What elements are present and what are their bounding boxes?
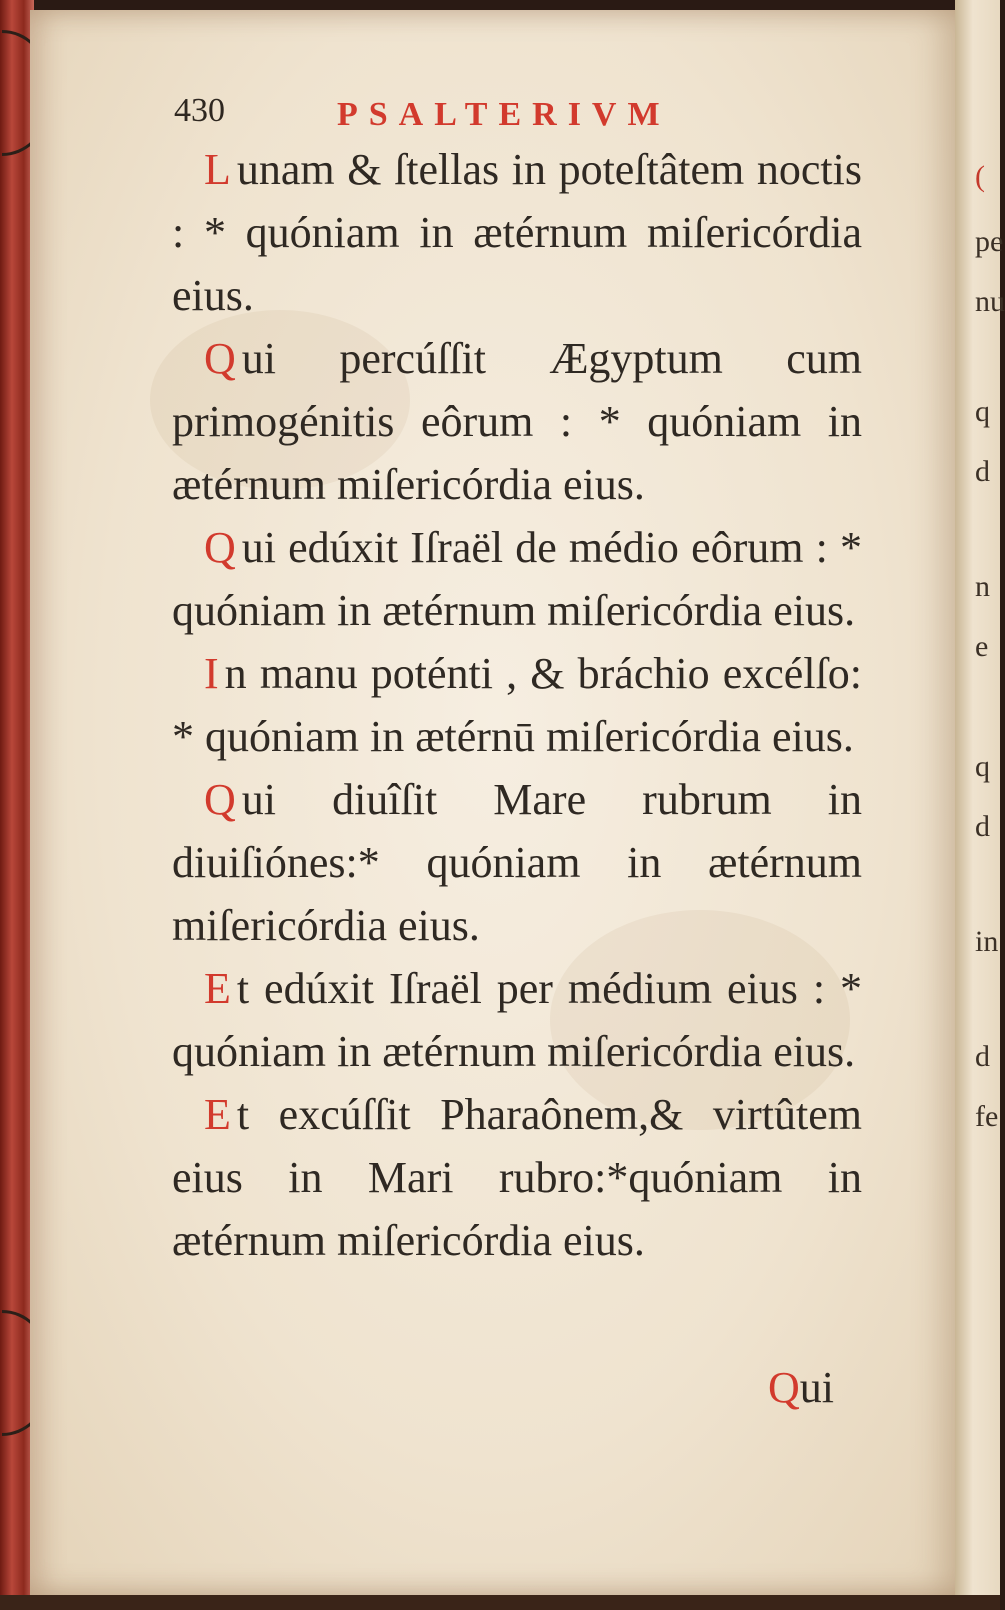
- catchword: [768, 1362, 834, 1413]
- red-initial: E: [204, 964, 231, 1013]
- red-initial: Q: [204, 523, 236, 572]
- verse: [172, 138, 862, 327]
- verse-text: ui edúxit Iſraël de médio eôrum : * quóniam in ætérnum miſericórdia eius.: [172, 523, 862, 635]
- next-page-fragment: nu: [975, 285, 1005, 318]
- red-initial: E: [204, 1090, 231, 1139]
- verse-text: t edúxit Iſraël per médium eius : * quóniam in ætérnum miſericórdia eius.: [172, 964, 862, 1076]
- next-page-edge: ( pe nu q d n e q d in d fe: [955, 0, 1000, 1610]
- next-page-fragment: in: [975, 925, 999, 958]
- red-initial: Q: [204, 334, 236, 383]
- verse: [172, 768, 862, 957]
- next-page-fragment: pe: [975, 225, 1004, 258]
- verse-text: t excúſſit Pharaônem,& virtûtem eius in Mari rubro:*quóniam in ætérnum miſericórdia eius.: [172, 1090, 862, 1265]
- verse-text: ui percúſſit Ægyptum cum primogénitis eôrum : * quóniam in ætérnum miſericórdia eius.: [172, 334, 862, 509]
- red-initial: L: [204, 145, 231, 194]
- verse-text: n manu poténti , & bráchio excélſo: * quóniam in ætérnū miſericórdia eius.: [172, 649, 862, 761]
- next-page-fragment: q: [975, 750, 990, 783]
- next-page-fragment: d: [975, 810, 990, 843]
- book-edge-bottom: [0, 1595, 1000, 1610]
- verse: [172, 957, 862, 1083]
- verse: [172, 327, 862, 516]
- verse: [172, 1083, 862, 1272]
- next-page-fragment: d: [975, 455, 990, 488]
- verse-text: unam & ſtellas in poteſtâtem noctis : * quóniam in ætérnum miſericórdia eius.: [172, 145, 862, 320]
- red-initial: Q: [204, 775, 236, 824]
- verse: [172, 516, 862, 642]
- verse: [172, 642, 862, 768]
- verse-text: ui diuîſit Mare rubrum in diuiſiónes:* quóniam in ætérnum miſericórdia eius.: [172, 775, 862, 950]
- catchword-text: ui: [799, 1363, 835, 1412]
- next-page-fragment: d: [975, 1040, 990, 1073]
- next-page-fragment: q: [975, 395, 990, 428]
- next-page-fragment: e: [975, 630, 989, 663]
- page-number: 430: [174, 92, 225, 129]
- psalm-text: [172, 138, 862, 1272]
- next-page-fragment: fe: [975, 1100, 999, 1133]
- next-page-fragment: n: [975, 570, 990, 603]
- red-initial: Q: [768, 1363, 800, 1412]
- running-title: PSALTERIVM: [337, 96, 671, 133]
- red-initial: I: [204, 649, 219, 698]
